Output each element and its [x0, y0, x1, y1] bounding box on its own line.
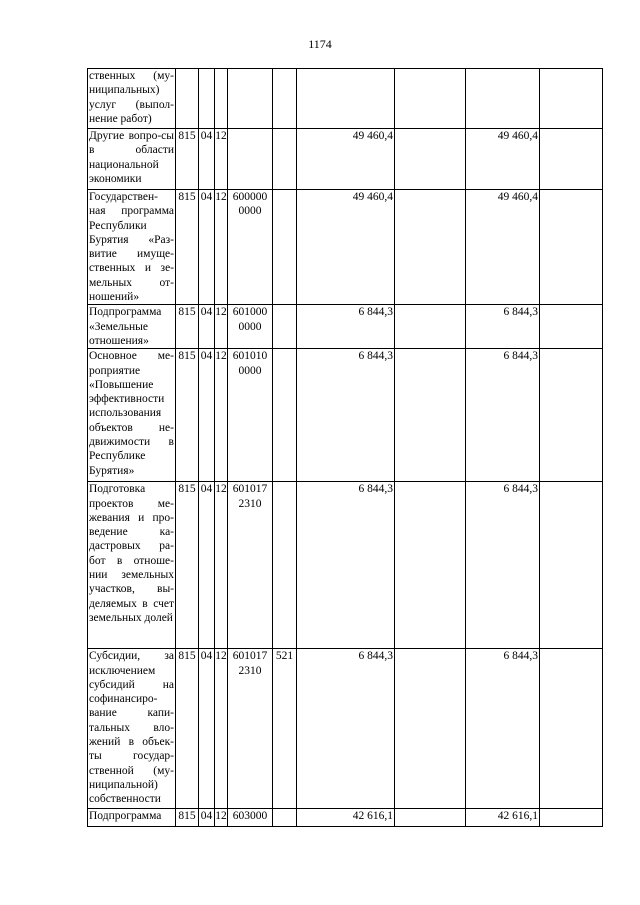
amount-cell: 6 844,3 [297, 482, 395, 649]
table-row [88, 129, 603, 190]
target-article-cell: 601000 0000 [228, 305, 273, 349]
amount-cell [395, 482, 466, 649]
amount-cell [297, 69, 395, 129]
amount-cell: 6 844,3 [297, 349, 395, 482]
amount-cell [395, 190, 466, 305]
amount-cell: 6 844,3 [466, 305, 540, 349]
section-code-cell: 04 [199, 129, 215, 190]
subsection-code-cell [215, 69, 228, 129]
target-article-cell: 603000 [228, 809, 273, 827]
section-code-cell [199, 69, 215, 129]
page-number: 1174 [308, 37, 332, 51]
section-code-cell: 04 [199, 190, 215, 305]
table-row [88, 190, 603, 305]
target-article-cell: 601017 2310 [228, 482, 273, 649]
target-article-cell: 600000 0000 [228, 190, 273, 305]
target-article-cell [228, 129, 273, 190]
row-name-cell: Подпрограмма «Земельные отношения» [88, 305, 176, 349]
section-code-cell: 04 [199, 349, 215, 482]
admin-code-cell: 815 [176, 649, 199, 809]
amount-cell: 49 460,4 [297, 129, 395, 190]
subsection-code-cell: 12 [215, 190, 228, 305]
subsection-code-cell: 12 [215, 649, 228, 809]
amount-cell [466, 69, 540, 129]
amount-cell: 6 844,3 [466, 649, 540, 809]
amount-cell [540, 305, 603, 349]
subsection-code-cell: 12 [215, 482, 228, 649]
amount-cell [395, 129, 466, 190]
amount-cell [540, 129, 603, 190]
row-name-cell: Другие вопро-сы в области национальной экономики [88, 129, 176, 190]
amount-cell [395, 649, 466, 809]
table-row [88, 69, 603, 129]
expense-type-cell [273, 809, 297, 827]
amount-cell: 49 460,4 [466, 190, 540, 305]
subsection-code-cell: 12 [215, 809, 228, 827]
amount-cell [540, 649, 603, 809]
amount-cell [395, 349, 466, 482]
admin-code-cell: 815 [176, 190, 199, 305]
expense-type-cell [273, 349, 297, 482]
amount-cell: 6 844,3 [466, 482, 540, 649]
admin-code-cell: 815 [176, 305, 199, 349]
admin-code-cell: 815 [176, 349, 199, 482]
table-row [88, 482, 603, 649]
target-article-cell [228, 69, 273, 129]
expense-type-cell: 521 [273, 649, 297, 809]
amount-cell [540, 482, 603, 649]
admin-code-cell: 815 [176, 129, 199, 190]
amount-cell: 42 616,1 [466, 809, 540, 827]
table-body [88, 69, 603, 827]
target-article-cell: 601017 2310 [228, 649, 273, 809]
target-article-cell: 601010 0000 [228, 349, 273, 482]
admin-code-cell [176, 69, 199, 129]
amount-cell: 49 460,4 [466, 129, 540, 190]
amount-cell: 6 844,3 [297, 649, 395, 809]
row-name-cell: Субсидии, за исключением субсидий на софинансиро-вание капи-тальных вло-жений в объек-ты государ-ственной (му-ниципальной) собственности [88, 649, 176, 809]
row-name-cell: Подпрограмма [88, 809, 176, 827]
amount-cell [395, 305, 466, 349]
section-code-cell: 04 [199, 305, 215, 349]
row-name-cell: Основное ме-роприятие «Повышение эффективности использования объектов не-движимости в Республике Бурятия» [88, 349, 176, 482]
amount-cell [540, 190, 603, 305]
row-name-cell: ственных (му-ниципальных) услуг (выпол-нение работ) [88, 69, 176, 129]
table-row [88, 809, 603, 827]
admin-code-cell: 815 [176, 809, 199, 827]
amount-cell [540, 69, 603, 129]
amount-cell [540, 809, 603, 827]
subsection-code-cell: 12 [215, 349, 228, 482]
expense-type-cell [273, 129, 297, 190]
section-code-cell: 04 [199, 809, 215, 827]
expense-type-cell [273, 482, 297, 649]
section-code-cell: 04 [199, 482, 215, 649]
amount-cell: 49 460,4 [297, 190, 395, 305]
amount-cell [395, 69, 466, 129]
table-row [88, 305, 603, 349]
table-row [88, 349, 603, 482]
subsection-code-cell: 12 [215, 305, 228, 349]
row-name-cell: Подготовка проектов ме-жевания и про-ведение ка-дастровых ра-бот в отноше-нии земельных участков, вы-деляемых в счет земельных долей [88, 482, 176, 649]
amount-cell: 42 616,1 [297, 809, 395, 827]
amount-cell: 6 844,3 [297, 305, 395, 349]
admin-code-cell: 815 [176, 482, 199, 649]
expense-type-cell [273, 190, 297, 305]
expense-type-cell [273, 305, 297, 349]
row-name-cell: Государствен-ная программа Республики Бурятия «Раз-витие имуще-ственных и зе-мельных от-ношений» [89, 191, 174, 304]
amount-cell [540, 349, 603, 482]
table-row [88, 649, 603, 809]
subsection-code-cell: 12 [215, 129, 228, 190]
amount-cell: 6 844,3 [466, 349, 540, 482]
section-code-cell: 04 [199, 649, 215, 809]
amount-cell [395, 809, 466, 827]
budget-table [87, 68, 603, 827]
expense-type-cell [273, 69, 297, 129]
